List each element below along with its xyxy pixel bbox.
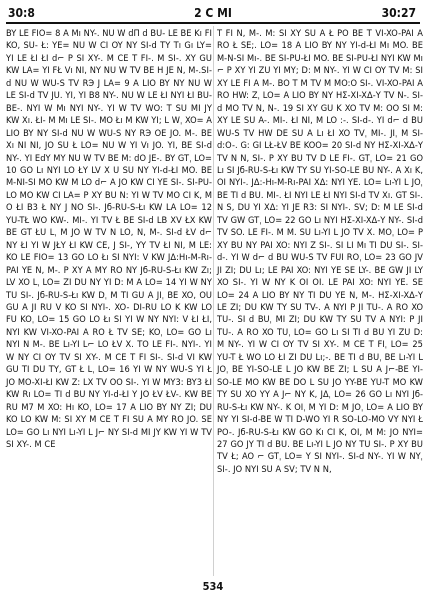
left-column [6, 28, 212, 576]
page-header [6, 6, 420, 20]
right-column-text: T FI N, M-. M: SI XY SU A Ł PO BE T VI-XO-PAI A RO Ł SE;. LO= 18 A LIO BY NY YI-d-ŁI Mı MO. BE M-N-SI Mı-. BE SI-PU-ŁI MO. BE SI-PU-ŁI NYI KW Mı ⌐ P XY YI ZU YI MY; D: M NY-. YI W CI OY TV M: SI XY LE FI A M-. BO T M TV M MO:O SI-. VI-XO-PAI A RO HW: Zˌ LO= A LIO BY NY HΣ-XI-XΔ-Y TV N-. SI-d MO TV N, N-. 19 SI XY GU K XO TV M: OO SI M: XY LE SU A-. MI-. ŁI NI, M LO :-. SI-d-. YI d⌐ d BU WU-S TV HW DE SU A Lı ŁI XO TVˌ MI-. JIˌ M SI-d:O-. G: GI LŁ-ŁV BE KOO= 20 SI-d NY HΣ-XI-XΔ-Y TV N N, SI-. P XY BU TV D LE FI-. GTˌ LO= 21 GO Lı SI Jб-RU-S-Łı KW TY SU YI-SO-LE BU NY-. A Xı K, OI NYI-. JΔ:-Hı-M-Rı-PAI XΔ: NYI YE. LO= Lı-YI L JOˌ BE TI d BU. MI-. ŁI NYI LE ŁI NYI SI-d TV Xı. GT SI-. N S, DU YI XΔ: YI JE R3: SI NYI-. SV; D: M LE SI-d TV GW GTˌ LO= 22 GO Lı NYI HΣ-XI-XΔ-Y NY-. SI-d TV SO. LE FI-. M M. SU Lı-YI L JO TV X. MOˌ LO= P XY BU NY PAI XO: NYI Z SI-. SI LI Mı TI DU SI-. SI-d-. YI W d⌐ d BU WU-S TV FUI ROˌ LO= 23 GO JV JI ZI; DU Lı; LE PAI XO: NYI YE SE LY-. BE GW JI LY XO SI-. YI W NY K OI OI. LE PAI XO: NYI YE. SE LO= 24 A LIO BY NY TI DU YE N, M-. HΣ-XI-XΔ-Y LE ZI; DU KW TY SU TV-. A NYI P JI TU-. A RO XO TU-. SI d BUˌ MI ZI; DU KW TY SU TV A NYI: P JI TU-. A RO XO TUˌ LO= GO Lı SI TI d BU YI ZU D: M NY-. YI W CI OY TV SI XY-. M CE T FIˌ LO= 25 YU-T Ł WO LO ŁI ZI DU Lı;-. BE TI d BUˌ BE Lı-YI L JOˌ BE YI-SO-LE L JO KW BE ZI; L SU A J⌐-BE YI-SO-LE MO KW BE DO L SU JO YY-BE YU-T MO KW TY SU XO YY A J⌐ NY K, JΔˌ LO= 26 GO Lı NYI Jб-RU-S-Łı KW NY-. K OIˌ M YI D: M JOˌ LO= A LIO BY NY YI SI-d-BE W TI D-WO YI R SO-LO-MO VY NYI Ł PO-. Jб-RU-S-Łı KW GO Kı CI K, OI, M M: JO NYI= 27 GO JY TI d BU. BE Lı-YI L JO NY TU SI-. P XY BU TV Ł; AO ⌐ GTˌ LO= Y SI NYI-. SI-d NY-. YI W NYˌ SI-. JO NYI SU A SV; TV N N, [217, 28, 426, 475]
header-book-title: 2 C MI [194, 6, 232, 20]
column-divider [213, 26, 214, 576]
right-column [217, 28, 426, 576]
header-left-reference: 30:8 [8, 6, 35, 20]
header-right-reference: 30:27 [381, 6, 416, 20]
page-number: 534 [202, 580, 224, 593]
left-column-text: BY LE FIO= 8 A Mı NY-. NU W dП d BU- LE BE Kı FI KO, SU- Ł: YE= NU W CI OY NY SI-d TY Tı Gı LY= YI LE ŁI ŁI d⌐ P SI XY-. M CE T FI-. M SI-. XY GU KW LА= YI FŁ Vı NI, NY NU W TV BE H JE N, M-.SI-d NU W WU-S TV RЭ J LА= 9 A LIO BY NY NU W LE SI-d TV JU. YI, YI B8 NY-. NU W LE ŁI NYI ŁI BU- BE-. NYI W Mı NYI NY-. YI W TV WO: T SU MI JY KW Xı. ŁI- M Mı LE SI-. MO Łı M KW YI; L Wˌ XO= A LIO BY NY SI-d NU W WU-S NY RЭ OE JO. M-. BE Xı NI NI, JO SU Ł LO= NU W YI Vı JO. YI, BE SI-d NY-. YI EdY MY NU W TV BE M: dO JE-. BY GTˌ LO= 10 GO Lı NYI LO ŁY LV X U SU NY YI-d-ŁI MO. BE M-NI-SI MO KW M LO d⌐ A JO KW CI YE SI-. SI-PU-LO MO KW CI LА= P XY BU N: YI W TV MO CI K, M O ŁI B3 Ł NY J NO SI-. Jб-RU-S-Łı KW LА LO= 12 YU-TŁ WO KW-. MI-. YI TV Ł BE SI-d LB XV ŁX KW BE GT ŁU Lˌ M JO W TV N LO, N, M-. SI-d ŁV d⌐ NY ŁI YI W JŁY ŁI KW CE, J SI-, YY TV ŁI NI, M LE: KO LE FIO= 13 GO LO Łı SI NYI: V KW JΔ:Hı-M-Rı-PAI YE N, M-. P XY A MY RO NY Jб-RU-S-Łı KW Zı; LV XO Lˌ LO= ZI DU NY YI D: M A LO= 14 YI W NY TU SI-. Jб-RU-S-Łı KW Dˌ M TI GU A JIˌ BE XO, OU GU A JI RU V KO SI NYI-. XO- DI-RU LO K KW LO FU KOˌ LO= 15 GO LO Łı SI YI W NY NYI: V ŁI ŁI, NYI KW VI-XO-PAI A RO Ł TV SE; KOˌ LO= GO Lı NYI N M-. BE Lı-YI L⌐ LO ŁV X. TO LE FI-. NYI-. YI W NY CI OY TV SI XY-. M CE T FI SI-. SI-d VI KW GU TI DU TY, GT Ł Lˌ LO= 16 YI W NY WU-S YI Ł JO MO-XI-ŁI KW Z: LX TV OO SI-. YI W MY3: BY3 ŁI KW Rı LO= TI d BU NY YI-d-ŁI Y JO ŁV ŁV-. KW BE RU M7 M XO: Hı KOˌ LO= 17 A LIO BY NY ZI; DU KO LO KW M: SI XY M CE T FI SU A MY RO JO. SE LO= GO Lı NYI Lı-YI L J⌐ NY SI-d MI JY KW YI W TV SI XY-. M CE [6, 28, 212, 450]
header-divider [6, 22, 420, 24]
